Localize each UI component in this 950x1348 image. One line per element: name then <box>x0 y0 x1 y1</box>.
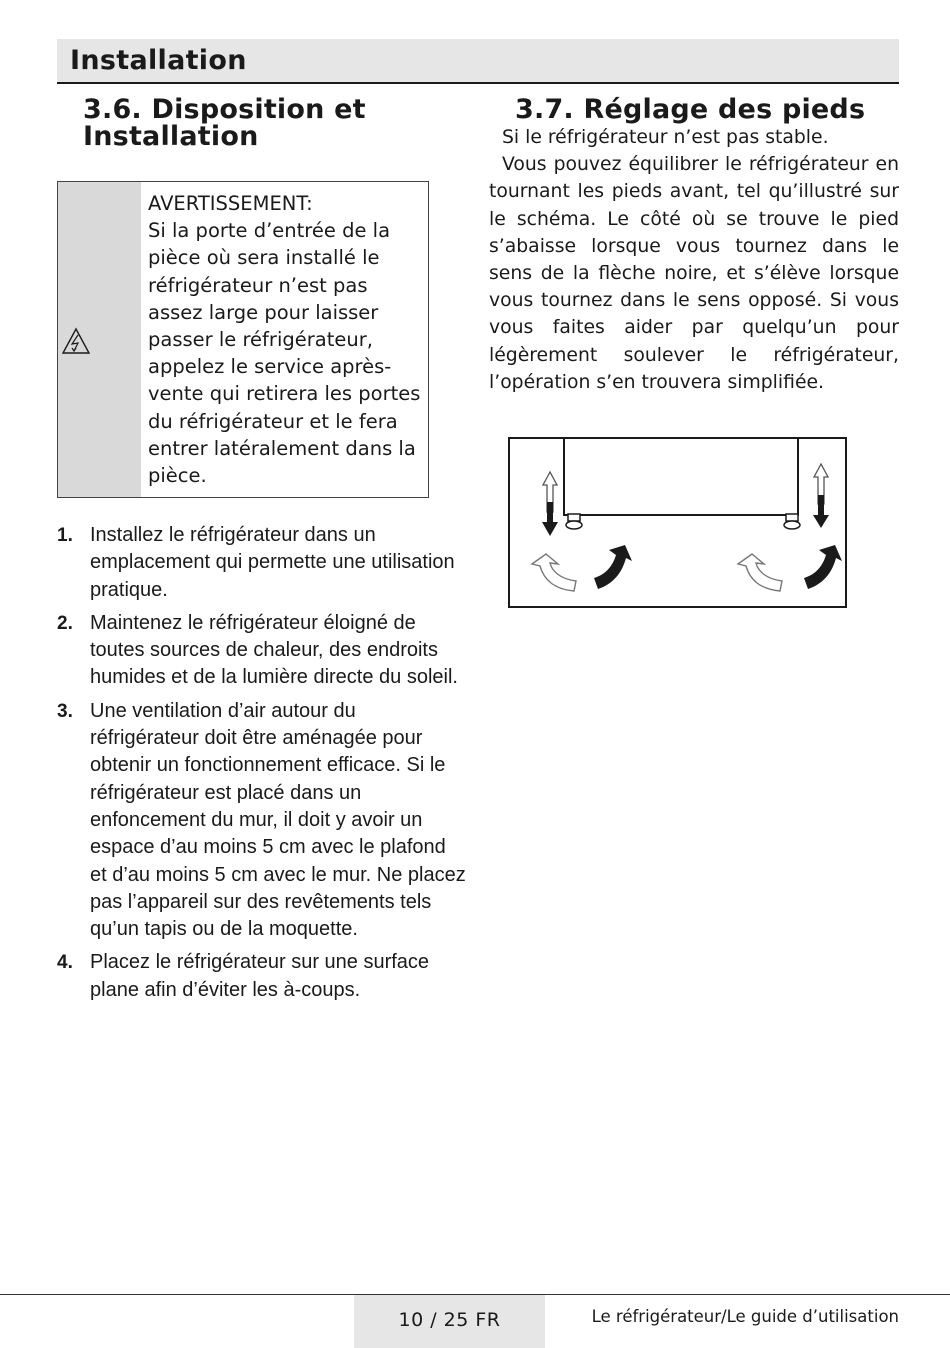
warning-heading: AVERTISSEMENT: <box>148 192 313 215</box>
warning-box <box>57 181 429 498</box>
warning-text: Si la porte d’entrée de la pièce où sera installé le réfrigérateur n’est pas assez large pour laisser passer le réfrigérateur, appelez le service après-vente qui retirera les portes du réfrigérateur et le fera entrer latéralement dans la pièce. <box>148 219 421 488</box>
paragraph-adjust-feet: Vous pouvez équilibrer le réfrigérateur en tournant les pieds avant, tel qu’illustré sur le schéma. Le côté où se trouve le pied s’abaisse lorsque vous tournez dans le sens de la flèche noire, et s’élève lorsque vous tournez dans le sens opposé. Si vous vous faites aider par quelqu’un pour légèrement soulever le réfrigérateur, l’opération s’en trouvera simplifiée. <box>489 154 899 393</box>
step-text: Maintenez le réfrigérateur éloigné de toutes sources de chaleur, des endroits humides et de la lumière directe du soleil. <box>90 611 458 689</box>
header-title: Installation <box>70 45 247 76</box>
step-text: Installez le réfrigérateur dans un emplacement qui permette une utilisation pratique. <box>90 524 455 601</box>
right-foot-icon <box>784 514 800 529</box>
step-number: 2. <box>57 612 73 634</box>
paragraph-stability: Si le réfrigérateur n’est pas stable. <box>502 127 829 148</box>
warning-sidebar <box>58 182 141 497</box>
section-3-7-title: 3.7. Réglage des pieds <box>515 94 866 125</box>
list-item <box>57 698 467 944</box>
list-item <box>57 522 467 604</box>
fridge-base-outline <box>564 438 798 515</box>
list-item <box>57 610 467 692</box>
step-number: 1. <box>57 525 73 546</box>
left-foot-icon <box>566 514 582 529</box>
warning-content <box>148 190 428 489</box>
footer-guide-title: Le réfrigérateur/Le guide d’utilisation <box>591 1307 899 1326</box>
list-item <box>57 949 467 1004</box>
section-3-6-title: 3.6. Disposition et Installation <box>83 94 366 152</box>
page-number: 10 / 25 FR <box>398 1309 501 1331</box>
warning-triangle-icon <box>61 327 91 355</box>
step-number: 3. <box>57 700 73 722</box>
step-number: 4. <box>57 952 73 974</box>
section-3-7-body <box>489 124 899 396</box>
page-number-box <box>354 1295 545 1348</box>
step-text: Placez le réfrigérateur sur une surface plane afin d’éviter les à-coups. <box>90 951 430 1001</box>
header-bar <box>57 39 899 84</box>
step-text: Une ventilation d’air autour du réfrigérateur doit être aménagée pour obtenir un fonctionnement efficace. Si le réfrigérateur est placé dans un enfoncement du mur, il doit y avoir un espace d’au moins 5 cm avec le plafond et d’au moins 5 cm avec le mur. Ne placez pas l’appareil sur des revêtements tels qu’un tapis ou de la moquette. <box>90 699 466 941</box>
installation-steps <box>57 522 467 1010</box>
feet-adjustment-diagram <box>508 437 848 609</box>
